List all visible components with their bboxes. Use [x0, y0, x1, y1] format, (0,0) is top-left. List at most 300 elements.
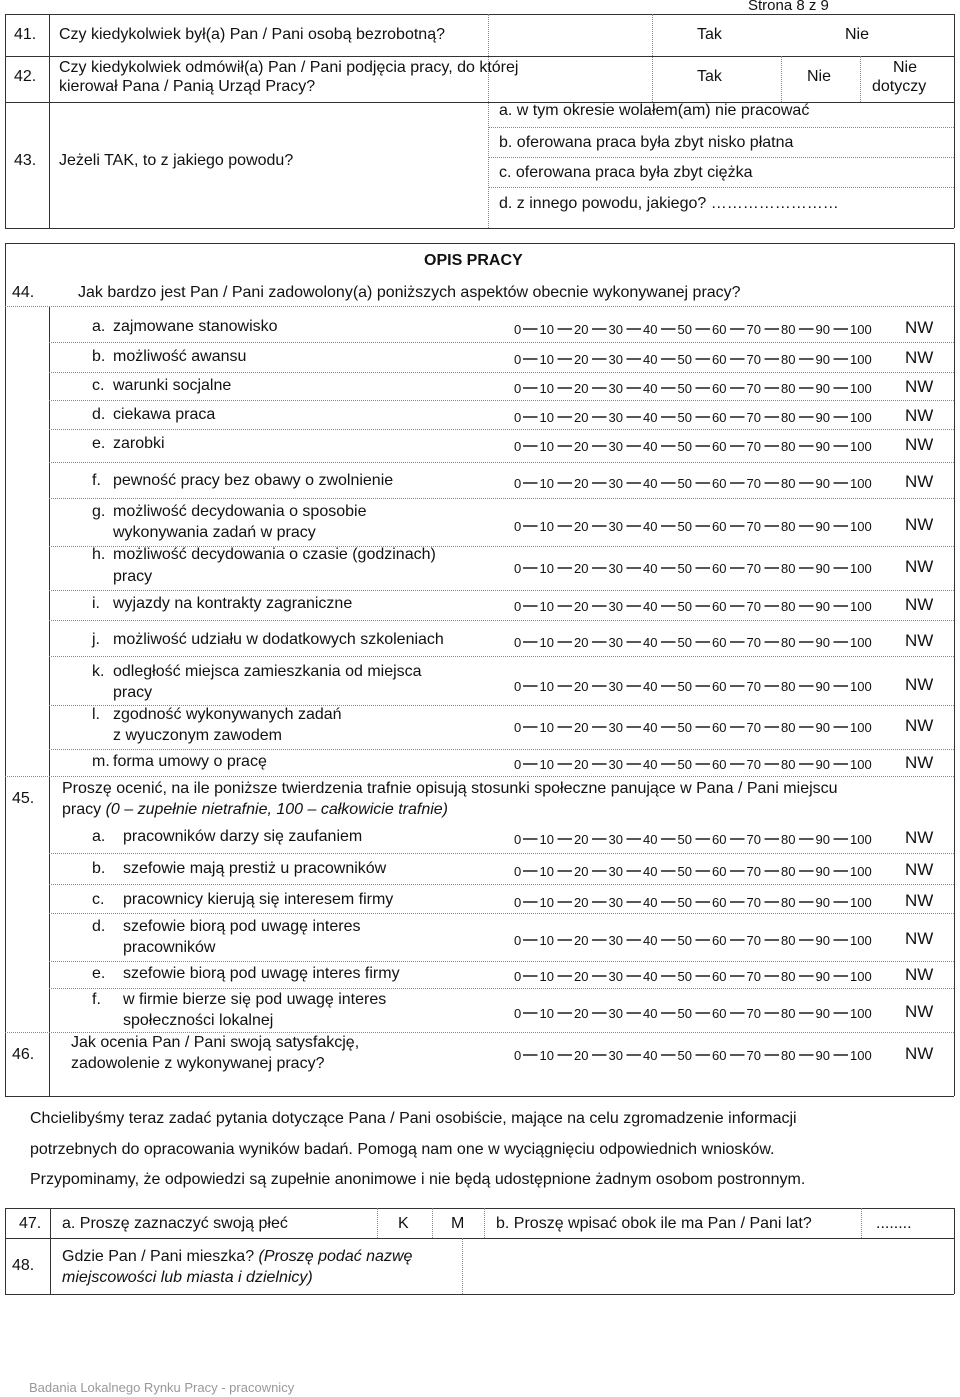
- q42-not-applicable-line2[interactable]: dotyczy: [872, 78, 927, 95]
- rating-scale-svg[interactable]: [514, 931, 876, 949]
- scale-tick-30[interactable]: 30: [608, 933, 623, 948]
- scale-tick-20[interactable]: 20: [574, 757, 589, 772]
- scale-tick-10[interactable]: 10: [539, 679, 554, 694]
- scale-tick-70[interactable]: 70: [746, 864, 761, 879]
- scale-tick-70[interactable]: 70: [746, 757, 761, 772]
- q42-not-applicable-line1[interactable]: Nie: [893, 59, 918, 76]
- q42-yes-option[interactable]: Tak: [697, 68, 722, 85]
- rating-scale-svg[interactable]: [514, 967, 876, 985]
- row-separator: [49, 961, 954, 962]
- scale-tick-60[interactable]: 60: [712, 476, 727, 491]
- q44-rating-scale[interactable]: [514, 559, 876, 577]
- q45-rating-scale[interactable]: [514, 1004, 876, 1022]
- scale-tick-0[interactable]: 0: [514, 322, 522, 337]
- scale-tick-20[interactable]: 20: [574, 599, 589, 614]
- scale-tick-10[interactable]: 10: [539, 381, 554, 396]
- q44-nw-option[interactable]: NW: [905, 406, 934, 425]
- q44-rating-scale[interactable]: [514, 320, 876, 338]
- scale-tick-90[interactable]: 90: [815, 519, 830, 534]
- scale-tick-10[interactable]: 10: [539, 476, 554, 491]
- scale-tick-40[interactable]: 40: [643, 895, 658, 910]
- scale-tick-40[interactable]: 40: [643, 410, 658, 425]
- scale-tick-10[interactable]: 10: [539, 757, 554, 772]
- scale-tick-10[interactable]: 10: [539, 439, 554, 454]
- scale-tick-80[interactable]: 80: [781, 476, 796, 491]
- scale-tick-50[interactable]: 50: [677, 476, 692, 491]
- q44-nw-option[interactable]: NW: [905, 716, 934, 735]
- scale-tick-40[interactable]: 40: [643, 864, 658, 879]
- scale-tick-50[interactable]: 50: [677, 352, 692, 367]
- scale-tick-50[interactable]: 50: [677, 720, 692, 735]
- scale-tick-80[interactable]: 80: [781, 969, 796, 984]
- rating-scale-svg[interactable]: [514, 597, 876, 615]
- rating-scale-svg[interactable]: [514, 755, 876, 773]
- scale-tick-80[interactable]: 80: [781, 381, 796, 396]
- scale-tick-10[interactable]: 10: [539, 635, 554, 650]
- q44-nw-option[interactable]: NW: [905, 318, 934, 337]
- scale-tick-60[interactable]: 60: [712, 381, 727, 396]
- scale-tick-40[interactable]: 40: [643, 519, 658, 534]
- section-separator: [5, 1032, 954, 1033]
- q44-rating-scale[interactable]: [514, 350, 876, 368]
- scale-tick-50[interactable]: 50: [677, 832, 692, 847]
- scale-tick-40[interactable]: 40: [643, 832, 658, 847]
- scale-tick-80[interactable]: 80: [781, 352, 796, 367]
- scale-tick-40[interactable]: 40: [643, 969, 658, 984]
- scale-tick-30[interactable]: 30: [608, 410, 623, 425]
- scale-tick-20[interactable]: 20: [574, 410, 589, 425]
- scale-tick-60[interactable]: 60: [712, 439, 727, 454]
- scale-tick-0[interactable]: 0: [514, 679, 522, 694]
- scale-tick-100[interactable]: 100: [850, 476, 872, 491]
- scale-tick-10[interactable]: 10: [539, 969, 554, 984]
- rating-scale-svg[interactable]: [514, 830, 876, 848]
- scale-tick-70[interactable]: 70: [746, 561, 761, 576]
- scale-tick-60[interactable]: 60: [712, 322, 727, 337]
- scale-tick-90[interactable]: 90: [815, 895, 830, 910]
- q45-rating-scale[interactable]: [514, 893, 876, 911]
- scale-tick-100[interactable]: 100: [850, 757, 872, 772]
- scale-tick-30[interactable]: 30: [608, 519, 623, 534]
- scale-tick-100[interactable]: 100: [850, 381, 872, 396]
- scale-tick-20[interactable]: 20: [574, 381, 589, 396]
- scale-tick-40[interactable]: 40: [643, 322, 658, 337]
- scale-tick-30[interactable]: 30: [608, 895, 623, 910]
- scale-tick-80[interactable]: 80: [781, 322, 796, 337]
- q43-option-d[interactable]: d. z innego powodu, jakiego? ……………………: [499, 195, 839, 212]
- scale-tick-10[interactable]: 10: [539, 933, 554, 948]
- q44-rating-scale[interactable]: [514, 437, 876, 455]
- q41-yes-option[interactable]: Tak: [697, 26, 722, 43]
- scale-tick-90[interactable]: 90: [815, 1048, 830, 1063]
- scale-tick-100[interactable]: 100: [850, 895, 872, 910]
- scale-tick-80[interactable]: 80: [781, 599, 796, 614]
- scale-tick-10[interactable]: 10: [539, 322, 554, 337]
- scale-tick-10[interactable]: 10: [539, 599, 554, 614]
- scale-tick-10[interactable]: 10: [539, 1048, 554, 1063]
- scale-tick-60[interactable]: 60: [712, 679, 727, 694]
- scale-tick-90[interactable]: 90: [815, 476, 830, 491]
- scale-tick-20[interactable]: 20: [574, 933, 589, 948]
- scale-tick-100[interactable]: 100: [850, 969, 872, 984]
- scale-tick-40[interactable]: 40: [643, 1006, 658, 1021]
- q44-item-letter: l.: [92, 706, 100, 723]
- rating-scale-svg[interactable]: [514, 320, 876, 338]
- scale-tick-0[interactable]: 0: [514, 519, 522, 534]
- scale-tick-90[interactable]: 90: [815, 352, 830, 367]
- scale-tick-60[interactable]: 60: [712, 1006, 727, 1021]
- scale-tick-30[interactable]: 30: [608, 635, 623, 650]
- scale-tick-0[interactable]: 0: [514, 410, 522, 425]
- scale-tick-100[interactable]: 100: [850, 410, 872, 425]
- scale-tick-0[interactable]: 0: [514, 476, 522, 491]
- scale-tick-20[interactable]: 20: [574, 1048, 589, 1063]
- q44-rating-scale[interactable]: [514, 755, 876, 773]
- page-number: Strona 8 z 9: [748, 0, 829, 14]
- scale-tick-50[interactable]: 50: [677, 895, 692, 910]
- scale-tick-0[interactable]: 0: [514, 895, 522, 910]
- scale-tick-70[interactable]: 70: [746, 832, 761, 847]
- scale-tick-100[interactable]: 100: [850, 1006, 872, 1021]
- q44-rating-scale[interactable]: [514, 379, 876, 397]
- rating-scale-svg[interactable]: [514, 1046, 876, 1064]
- scale-tick-0[interactable]: 0: [514, 720, 522, 735]
- q47-age-answer-blank[interactable]: ........: [876, 1215, 912, 1232]
- scale-tick-30[interactable]: 30: [608, 1006, 623, 1021]
- scale-tick-20[interactable]: 20: [574, 864, 589, 879]
- scale-tick-100[interactable]: 100: [850, 322, 872, 337]
- scale-tick-0[interactable]: 0: [514, 832, 522, 847]
- scale-tick-30[interactable]: 30: [608, 439, 623, 454]
- q45-nw-option[interactable]: NW: [905, 860, 934, 879]
- scale-tick-10[interactable]: 10: [539, 1006, 554, 1021]
- q45-nw-option[interactable]: NW: [905, 891, 934, 910]
- scale-tick-40[interactable]: 40: [643, 381, 658, 396]
- scale-tick-100[interactable]: 100: [850, 720, 872, 735]
- scale-tick-20[interactable]: 20: [574, 519, 589, 534]
- q44-rating-scale[interactable]: [514, 517, 876, 535]
- scale-tick-20[interactable]: 20: [574, 832, 589, 847]
- scale-tick-70[interactable]: 70: [746, 679, 761, 694]
- scale-tick-70[interactable]: 70: [746, 1048, 761, 1063]
- scale-tick-50[interactable]: 50: [677, 757, 692, 772]
- scale-tick-50[interactable]: 50: [677, 322, 692, 337]
- scale-tick-80[interactable]: 80: [781, 832, 796, 847]
- scale-tick-10[interactable]: 10: [539, 519, 554, 534]
- scale-tick-40[interactable]: 40: [643, 1048, 658, 1063]
- scale-tick-70[interactable]: 70: [746, 322, 761, 337]
- q44-rating-scale[interactable]: [514, 408, 876, 426]
- scale-tick-20[interactable]: 20: [574, 635, 589, 650]
- q45-rating-scale[interactable]: [514, 830, 876, 848]
- scale-tick-70[interactable]: 70: [746, 1006, 761, 1021]
- q45-rating-scale[interactable]: [514, 931, 876, 949]
- q44-nw-option[interactable]: NW: [905, 472, 934, 491]
- q44-nw-option[interactable]: NW: [905, 675, 934, 694]
- scale-tick-70[interactable]: 70: [746, 635, 761, 650]
- rating-scale-svg[interactable]: [514, 474, 876, 492]
- scale-tick-10[interactable]: 10: [539, 864, 554, 879]
- scale-tick-60[interactable]: 60: [712, 635, 727, 650]
- scale-tick-70[interactable]: 70: [746, 410, 761, 425]
- scale-tick-0[interactable]: 0: [514, 561, 522, 576]
- q47-gender-k-option[interactable]: K: [398, 1215, 409, 1232]
- scale-tick-70[interactable]: 70: [746, 476, 761, 491]
- scale-tick-90[interactable]: 90: [815, 933, 830, 948]
- scale-tick-70[interactable]: 70: [746, 519, 761, 534]
- rating-scale-svg[interactable]: [514, 893, 876, 911]
- scale-tick-50[interactable]: 50: [677, 410, 692, 425]
- scale-tick-40[interactable]: 40: [643, 933, 658, 948]
- scale-tick-30[interactable]: 30: [608, 476, 623, 491]
- scale-tick-100[interactable]: 100: [850, 519, 872, 534]
- scale-tick-90[interactable]: 90: [815, 864, 830, 879]
- scale-tick-60[interactable]: 60: [712, 832, 727, 847]
- scale-tick-30[interactable]: 30: [608, 969, 623, 984]
- q44-nw-option[interactable]: NW: [905, 348, 934, 367]
- scale-tick-80[interactable]: 80: [781, 561, 796, 576]
- scale-tick-90[interactable]: 90: [815, 635, 830, 650]
- scale-tick-80[interactable]: 80: [781, 757, 796, 772]
- scale-tick-50[interactable]: 50: [677, 519, 692, 534]
- scale-tick-60[interactable]: 60: [712, 757, 727, 772]
- rating-scale-svg[interactable]: [514, 559, 876, 577]
- scale-tick-60[interactable]: 60: [712, 599, 727, 614]
- scale-tick-100[interactable]: 100: [850, 561, 872, 576]
- q45-nw-option[interactable]: NW: [905, 929, 934, 948]
- scale-tick-90[interactable]: 90: [815, 439, 830, 454]
- scale-tick-20[interactable]: 20: [574, 352, 589, 367]
- scale-tick-70[interactable]: 70: [746, 895, 761, 910]
- scale-tick-20[interactable]: 20: [574, 561, 589, 576]
- q43-option-a[interactable]: a. w tym okresie wolałem(am) nie pracować: [499, 102, 810, 119]
- scale-tick-40[interactable]: 40: [643, 476, 658, 491]
- scale-tick-40[interactable]: 40: [643, 352, 658, 367]
- scale-tick-90[interactable]: 90: [815, 720, 830, 735]
- scale-tick-30[interactable]: 30: [608, 679, 623, 694]
- q43-option-b[interactable]: b. oferowana praca była zbyt nisko płatna: [499, 134, 794, 151]
- q46-rating-scale[interactable]: [514, 1046, 876, 1064]
- rating-scale-svg[interactable]: [514, 379, 876, 397]
- q44-nw-option[interactable]: NW: [905, 377, 934, 396]
- scale-tick-0[interactable]: 0: [514, 1006, 522, 1021]
- scale-tick-80[interactable]: 80: [781, 720, 796, 735]
- scale-tick-50[interactable]: 50: [677, 933, 692, 948]
- scale-tick-60[interactable]: 60: [712, 864, 727, 879]
- q43-option-c[interactable]: c. oferowana praca była zbyt ciężka: [499, 164, 753, 181]
- scale-tick-100[interactable]: 100: [850, 679, 872, 694]
- scale-tick-80[interactable]: 80: [781, 410, 796, 425]
- rating-scale-svg[interactable]: [514, 437, 876, 455]
- q45-nw-option[interactable]: NW: [905, 1002, 934, 1021]
- scale-tick-30[interactable]: 30: [608, 599, 623, 614]
- scale-tick-70[interactable]: 70: [746, 720, 761, 735]
- scale-tick-0[interactable]: 0: [514, 439, 522, 454]
- scale-tick-60[interactable]: 60: [712, 561, 727, 576]
- scale-tick-90[interactable]: 90: [815, 1006, 830, 1021]
- scale-tick-100[interactable]: 100: [850, 1048, 872, 1063]
- scale-tick-80[interactable]: 80: [781, 1006, 796, 1021]
- scale-tick-100[interactable]: 100: [850, 635, 872, 650]
- rating-scale-svg[interactable]: [514, 862, 876, 880]
- q41-no-option[interactable]: Nie: [845, 26, 870, 43]
- scale-tick-30[interactable]: 30: [608, 561, 623, 576]
- scale-tick-90[interactable]: 90: [815, 561, 830, 576]
- q44-rating-scale[interactable]: [514, 597, 876, 615]
- q44-number: 44.: [12, 284, 35, 301]
- q44-rating-scale[interactable]: [514, 677, 876, 695]
- scale-tick-0[interactable]: 0: [514, 1048, 522, 1063]
- scale-tick-30[interactable]: 30: [608, 1048, 623, 1063]
- q48-answer-area[interactable]: [464, 1240, 952, 1292]
- scale-tick-60[interactable]: 60: [712, 410, 727, 425]
- scale-tick-40[interactable]: 40: [643, 561, 658, 576]
- scale-tick-0[interactable]: 0: [514, 352, 522, 367]
- scale-tick-0[interactable]: 0: [514, 381, 522, 396]
- scale-tick-50[interactable]: 50: [677, 561, 692, 576]
- scale-tick-90[interactable]: 90: [815, 322, 830, 337]
- scale-tick-40[interactable]: 40: [643, 720, 658, 735]
- scale-tick-0[interactable]: 0: [514, 933, 522, 948]
- scale-tick-100[interactable]: 100: [850, 832, 872, 847]
- scale-tick-100[interactable]: 100: [850, 352, 872, 367]
- q46-nw-option[interactable]: NW: [905, 1044, 934, 1063]
- q44-rating-scale[interactable]: [514, 474, 876, 492]
- scale-tick-70[interactable]: 70: [746, 381, 761, 396]
- scale-tick-0[interactable]: 0: [514, 635, 522, 650]
- scale-tick-10[interactable]: 10: [539, 561, 554, 576]
- scale-tick-50[interactable]: 50: [677, 679, 692, 694]
- scale-tick-0[interactable]: 0: [514, 969, 522, 984]
- scale-tick-70[interactable]: 70: [746, 439, 761, 454]
- scale-tick-50[interactable]: 50: [677, 439, 692, 454]
- scale-tick-80[interactable]: 80: [781, 864, 796, 879]
- scale-tick-30[interactable]: 30: [608, 757, 623, 772]
- q44-nw-option[interactable]: NW: [905, 515, 934, 534]
- rating-scale-svg[interactable]: [514, 350, 876, 368]
- rating-scale-svg[interactable]: [514, 677, 876, 695]
- q45-rating-scale[interactable]: [514, 862, 876, 880]
- scale-tick-40[interactable]: 40: [643, 439, 658, 454]
- q44-rating-scale[interactable]: [514, 633, 876, 651]
- scale-tick-60[interactable]: 60: [712, 895, 727, 910]
- scale-tick-60[interactable]: 60: [712, 933, 727, 948]
- scale-tick-70[interactable]: 70: [746, 933, 761, 948]
- scale-tick-100[interactable]: 100: [850, 599, 872, 614]
- scale-tick-0[interactable]: 0: [514, 757, 522, 772]
- scale-tick-20[interactable]: 20: [574, 476, 589, 491]
- q45-nw-option[interactable]: NW: [905, 965, 934, 984]
- scale-tick-70[interactable]: 70: [746, 599, 761, 614]
- q45-rating-scale[interactable]: [514, 967, 876, 985]
- q47-gender-m-option[interactable]: M: [451, 1215, 465, 1232]
- scale-tick-10[interactable]: 10: [539, 720, 554, 735]
- scale-tick-30[interactable]: 30: [608, 832, 623, 847]
- scale-tick-50[interactable]: 50: [677, 599, 692, 614]
- scale-tick-50[interactable]: 50: [677, 1006, 692, 1021]
- scale-tick-0[interactable]: 0: [514, 864, 522, 879]
- scale-tick-90[interactable]: 90: [815, 381, 830, 396]
- scale-tick-10[interactable]: 10: [539, 352, 554, 367]
- scale-tick-80[interactable]: 80: [781, 1048, 796, 1063]
- scale-tick-100[interactable]: 100: [850, 439, 872, 454]
- q44-nw-option[interactable]: NW: [905, 753, 934, 772]
- q42-no-option[interactable]: Nie: [807, 68, 832, 85]
- scale-tick-30[interactable]: 30: [608, 322, 623, 337]
- scale-tick-20[interactable]: 20: [574, 679, 589, 694]
- scale-tick-30[interactable]: 30: [608, 864, 623, 879]
- scale-tick-100[interactable]: 100: [850, 933, 872, 948]
- scale-tick-10[interactable]: 10: [539, 832, 554, 847]
- scale-tick-90[interactable]: 90: [815, 599, 830, 614]
- scale-tick-90[interactable]: 90: [815, 679, 830, 694]
- scale-tick-50[interactable]: 50: [677, 969, 692, 984]
- scale-tick-60[interactable]: 60: [712, 352, 727, 367]
- rating-scale-svg[interactable]: [514, 633, 876, 651]
- rating-scale-svg[interactable]: [514, 517, 876, 535]
- scale-tick-20[interactable]: 20: [574, 720, 589, 735]
- scale-tick-0[interactable]: 0: [514, 599, 522, 614]
- scale-tick-10[interactable]: 10: [539, 895, 554, 910]
- scale-tick-40[interactable]: 40: [643, 599, 658, 614]
- scale-tick-80[interactable]: 80: [781, 439, 796, 454]
- scale-tick-60[interactable]: 60: [712, 969, 727, 984]
- scale-tick-90[interactable]: 90: [815, 757, 830, 772]
- scale-tick-80[interactable]: 80: [781, 679, 796, 694]
- scale-tick-80[interactable]: 80: [781, 933, 796, 948]
- scale-tick-50[interactable]: 50: [677, 864, 692, 879]
- scale-tick-60[interactable]: 60: [712, 1048, 727, 1063]
- scale-tick-90[interactable]: 90: [815, 410, 830, 425]
- scale-tick-80[interactable]: 80: [781, 519, 796, 534]
- q45-item-label: szefowie mają prestiż u pracowników: [123, 860, 387, 877]
- scale-tick-20[interactable]: 20: [574, 1006, 589, 1021]
- scale-tick-50[interactable]: 50: [677, 381, 692, 396]
- q44-nw-option[interactable]: NW: [905, 557, 934, 576]
- q44-nw-option[interactable]: NW: [905, 631, 934, 650]
- scale-tick-30[interactable]: 30: [608, 381, 623, 396]
- scale-tick-70[interactable]: 70: [746, 969, 761, 984]
- scale-tick-40[interactable]: 40: [643, 635, 658, 650]
- q44-nw-option[interactable]: NW: [905, 595, 934, 614]
- scale-tick-30[interactable]: 30: [608, 720, 623, 735]
- rating-scale-svg[interactable]: [514, 718, 876, 736]
- rating-scale-svg[interactable]: [514, 408, 876, 426]
- scale-tick-50[interactable]: 50: [677, 1048, 692, 1063]
- scale-tick-70[interactable]: 70: [746, 352, 761, 367]
- scale-tick-40[interactable]: 40: [643, 757, 658, 772]
- scale-tick-80[interactable]: 80: [781, 635, 796, 650]
- scale-tick-60[interactable]: 60: [712, 519, 727, 534]
- scale-tick-10[interactable]: 10: [539, 410, 554, 425]
- scale-tick-60[interactable]: 60: [712, 720, 727, 735]
- scale-tick-80[interactable]: 80: [781, 895, 796, 910]
- scale-tick-40[interactable]: 40: [643, 679, 658, 694]
- q44-nw-option[interactable]: NW: [905, 435, 934, 454]
- scale-tick-20[interactable]: 20: [574, 322, 589, 337]
- rating-scale-svg[interactable]: [514, 1004, 876, 1022]
- q44-rating-scale[interactable]: [514, 718, 876, 736]
- scale-tick-20[interactable]: 20: [574, 969, 589, 984]
- scale-tick-100[interactable]: 100: [850, 864, 872, 879]
- scale-tick-20[interactable]: 20: [574, 439, 589, 454]
- scale-tick-90[interactable]: 90: [815, 832, 830, 847]
- scale-tick-30[interactable]: 30: [608, 352, 623, 367]
- scale-tick-50[interactable]: 50: [677, 635, 692, 650]
- scale-tick-20[interactable]: 20: [574, 895, 589, 910]
- q45-nw-option[interactable]: NW: [905, 828, 934, 847]
- scale-tick-90[interactable]: 90: [815, 969, 830, 984]
